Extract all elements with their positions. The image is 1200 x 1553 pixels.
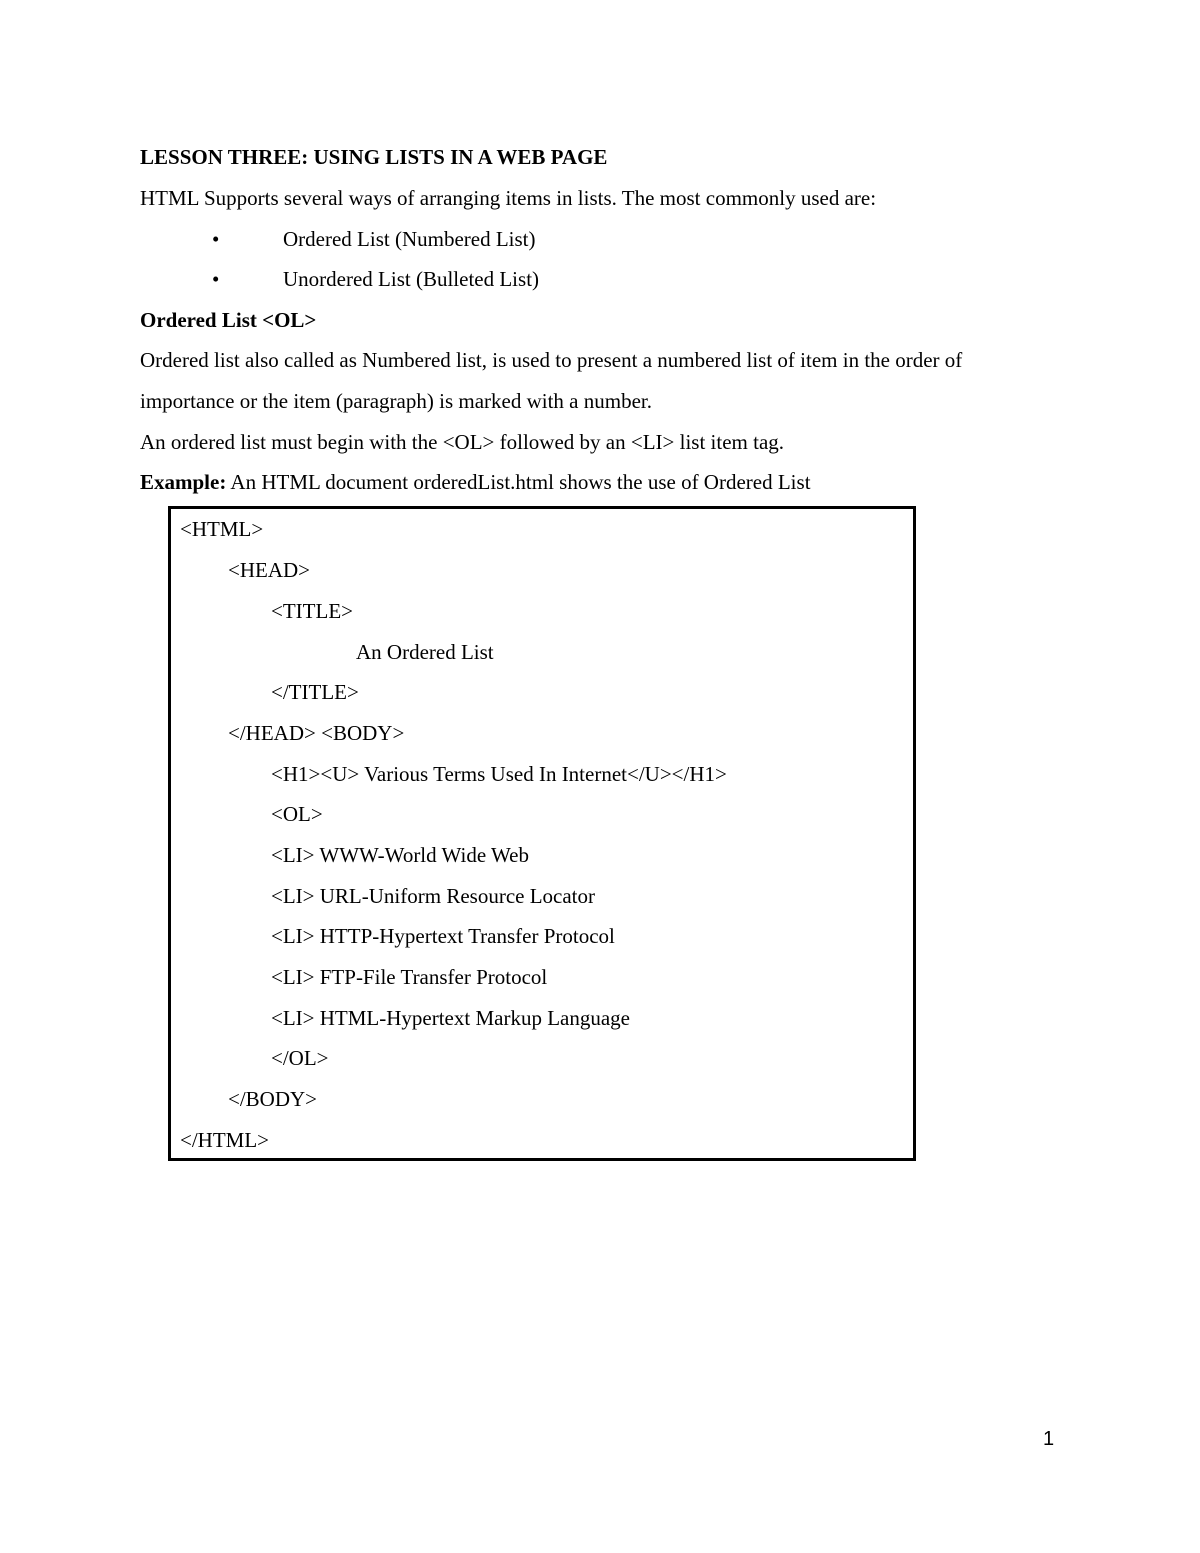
paragraph-line-2: importance or the item (paragraph) is marked with a number. bbox=[140, 389, 652, 413]
code-line: <OL> bbox=[271, 802, 323, 826]
code-line: <LI> URL-Uniform Resource Locator bbox=[271, 884, 596, 908]
bullet-icon: • bbox=[212, 227, 220, 251]
example-label: Example: bbox=[140, 470, 227, 494]
paragraph-line-1: Ordered list also called as Numbered list, is used to present a numbered list of item in the order of bbox=[140, 348, 963, 372]
lesson-title: LESSON THREE: USING LISTS IN A WEB PAGE bbox=[140, 145, 608, 169]
code-line: </HEAD> <BODY> bbox=[228, 721, 405, 745]
section-heading-ordered-list: Ordered List <OL> bbox=[140, 308, 317, 332]
code-line: <LI> WWW-World Wide Web bbox=[271, 843, 529, 867]
paragraph-line-3: An ordered list must begin with the <OL> followed by an <LI> list item tag. bbox=[140, 430, 785, 454]
code-line: An Ordered List bbox=[356, 640, 494, 664]
intro-text: HTML Supports several ways of arranging items in lists. The most commonly used are: bbox=[140, 186, 877, 210]
code-line: </TITLE> bbox=[271, 680, 359, 704]
bullet-item-ordered-list: Ordered List (Numbered List) bbox=[283, 227, 536, 251]
code-line: <LI> HTTP-Hypertext Transfer Protocol bbox=[271, 924, 615, 948]
code-line: <HTML> bbox=[180, 517, 264, 541]
code-line: <H1><U> Various Terms Used In Internet</U></H1> bbox=[271, 762, 727, 786]
page-number: 1 bbox=[1043, 1428, 1055, 1450]
code-line: <HEAD> bbox=[228, 558, 311, 582]
code-line: </OL> bbox=[271, 1046, 329, 1070]
example-line bbox=[140, 470, 811, 494]
bullet-icon: • bbox=[212, 267, 220, 291]
bullet-item-unordered-list: Unordered List (Bulleted List) bbox=[283, 267, 540, 291]
example-text: An HTML document orderedList.html shows the use of Ordered List bbox=[226, 470, 811, 494]
code-line: <LI> HTML-Hypertext Markup Language bbox=[271, 1006, 630, 1030]
code-line: </BODY> bbox=[228, 1087, 318, 1111]
code-line: <LI> FTP-File Transfer Protocol bbox=[271, 965, 548, 989]
code-line: <TITLE> bbox=[271, 599, 353, 623]
code-example-box bbox=[168, 506, 916, 1161]
code-line: </HTML> bbox=[180, 1128, 270, 1152]
